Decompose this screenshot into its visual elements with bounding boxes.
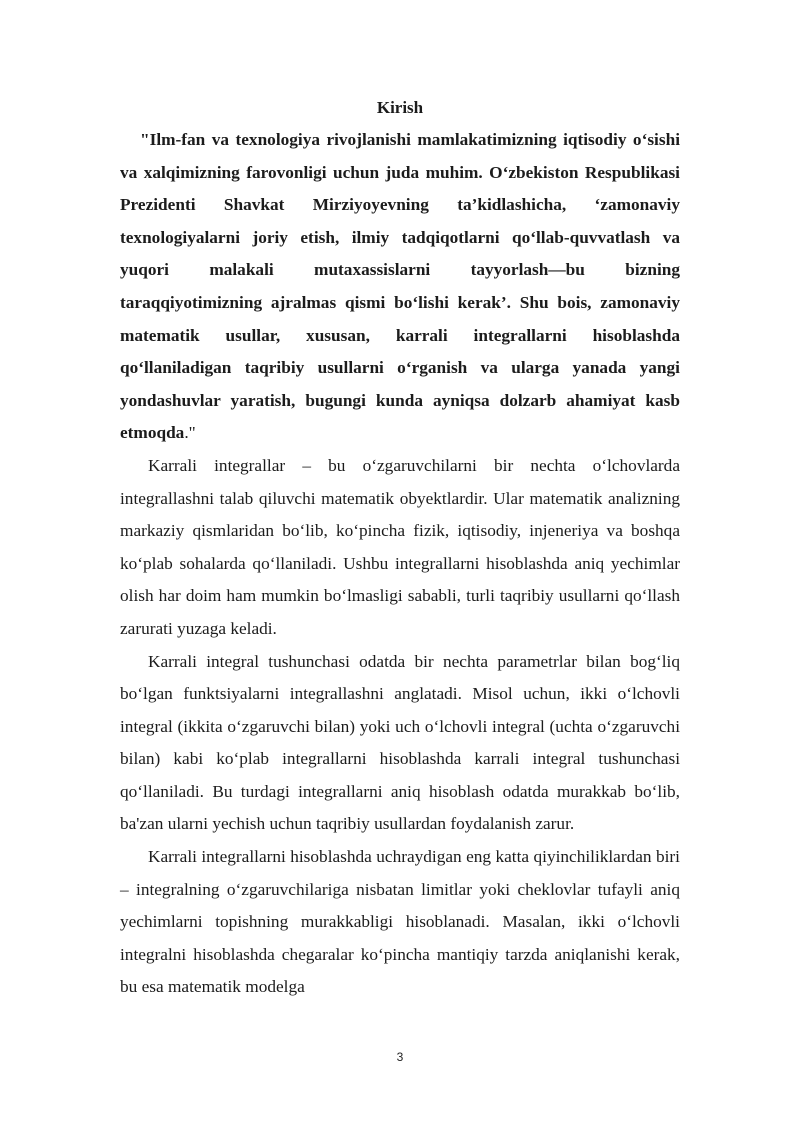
intro-paragraph [120, 124, 680, 450]
intro-bold-text: Ilm-fan va texnologiya rivojlanishi mamlakatimizning iqtisodiy o‘sishi va xalqimizning farovonligi uchun juda muhim. O‘zbekiston Respublikasi Prezidenti Shavkat Mirziyoyevning ta’kidlashicha, ‘zamonaviy texnologiyalarni joriy etish, ilmiy tadqiqotlarni qo‘llab-quvvatlash va yuqori malakali mutaxassislarni tayyorlash—bu bizning taraqqiyotimizning ajralmas qismi bo‘lishi kerak’. Shu bois, zamonaviy matematik usullar, xususan, karrali integrallarni hisoblashda qo‘llaniladigan taqribiy usullarni o‘rganish va ularga yanada yangi yondashuvlar yaratish, bugungi kunda ayniqsa dolzarb ahamiyat kasb etmoqda [120, 130, 680, 443]
intro-open-quote: " [140, 130, 150, 149]
page-number: 3 [396, 1050, 404, 1064]
section-heading: Kirish [376, 98, 424, 117]
body-paragraph-2: Karrali integral tushunchasi odatda bir nechta parametrlar bilan bog‘liq bo‘lgan funktsiyalarni integrallashni anglatadi. Misol uchun, ikki o‘lchovli integral (ikkita o‘zgaruvchi bilan) yoki uch o‘lchovli integral (uchta o‘zgaruvchi bilan) kabi ko‘plab integrallarni hisoblashda karrali integral tushunchasi qo‘llaniladi. Bu turdagi integrallarni aniq hisoblash odatda murakkab bo‘lib, ba'zan ularni yechish uchun taqribiy usullardan foydalanish zarur. [120, 651, 680, 834]
intro-close-quote: ." [184, 423, 196, 443]
body-paragraph-3: Karrali integrallarni hisoblashda uchraydigan eng katta qiyinchiliklardan biri – integralning o‘zgaruvchilariga nisbatan limitlar yoki cheklovlar tufayli aniq yechimlarni topishning murakkabligi hisoblanadi. Masalan, ikki o‘lchovli integralni hisoblashda chegaralar ko‘pincha mantiqiy tarzda aniqlanishi kerak, bu esa matematik modelga [120, 847, 680, 997]
document-page [120, 92, 680, 1004]
body-paragraph-1: Karrali integrallar – bu o‘zgaruvchilarni bir nechta o‘lchovlarda integrallashni talab qiluvchi matematik obyektlardir. Ular matematik analizning markaziy qismlaridan bo‘lib, ko‘pincha fizik, iqtisodiy, injeneriya va boshqa ko‘plab sohalarda qo‘llaniladi. Ushbu integrallarni hisoblashda aniq yechimlar olish har doim ham mumkin bo‘lmasligi sababli, turli taqribiy usullarni qo‘llash zarurati yuzaga keladi. [120, 455, 680, 638]
